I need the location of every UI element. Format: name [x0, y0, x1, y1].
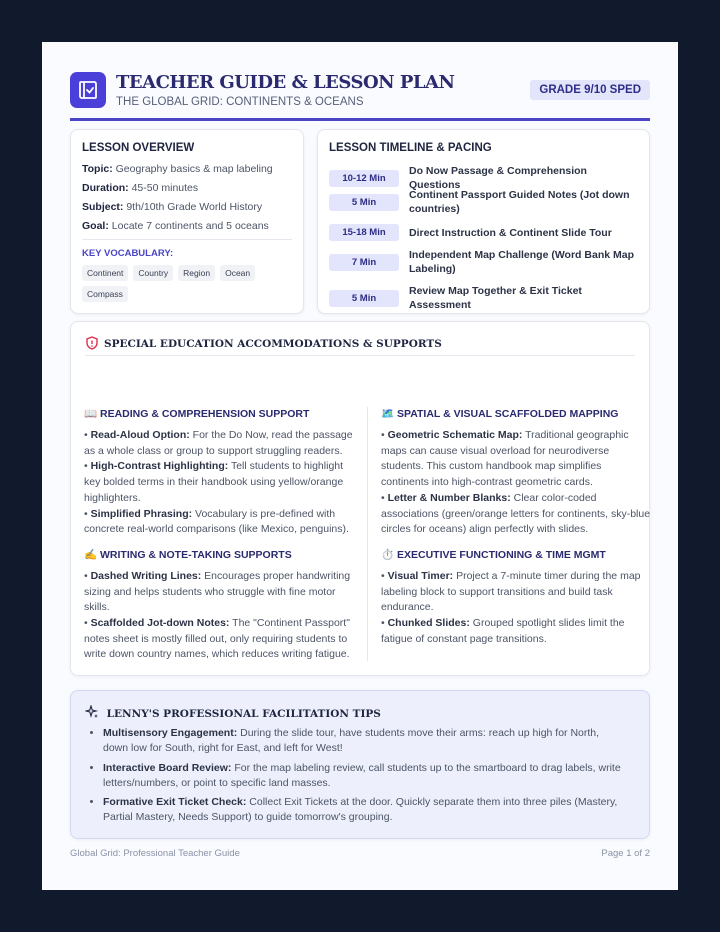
overview-label: Topic: — [82, 163, 113, 175]
vocab-chip: Ocean — [220, 265, 255, 281]
header — [70, 72, 650, 122]
timeline-activity: Independent Map Challenge (Word Bank Map Labeling) — [409, 249, 634, 275]
shield-icon — [85, 336, 99, 350]
support-item-text: Traditional geographic maps can cause visual overload for neurodiverse students. This custom handbook map simplifies continents into high-contrast geometric cards. — [381, 429, 629, 489]
support-item-text: Tell students to highlight key bolded terms in their handbook using yellow/orange highlighters. — [84, 460, 344, 504]
tip-text: For the map labeling review, call students up to the smartboard to drag labels, write letters/numbers, or point to specific land masses. — [103, 761, 621, 789]
timeline-activity: Continent Passport Guided Notes (Jot down countries) — [409, 189, 630, 215]
column-divider — [367, 407, 368, 661]
overview-heading: LESSON OVERVIEW — [82, 142, 195, 154]
sped-left-column — [84, 407, 354, 673]
support-item-text: Clear color-coded associations (green/orange letters for continents, sky-blue circles for oceans) align perfectly with slides. — [381, 491, 651, 536]
timeline-heading: LESSON TIMELINE & PACING — [329, 142, 492, 154]
support-item-label: Letter & Number Blanks: — [387, 491, 511, 504]
tip-text: Collect Exit Tickets at the door. Quickly separate them into three piles (Mastery, Partial Mastery, Needs Support) to guide tomorrow's grouping. — [103, 796, 618, 824]
support-item: • Dashed Writing Lines: Encourages proper handwriting sizing and helps students who struggle with fine motor skills. — [84, 569, 351, 614]
vocab-chip: Compass — [82, 286, 128, 302]
support-item-label: Simplified Phrasing: — [90, 507, 193, 520]
timeline-activity: Do Now Passage & Comprehension Questions — [409, 165, 587, 191]
lesson-overview-card — [70, 129, 304, 314]
page-subtitle: THE GLOBAL GRID: CONTINENTS & OCEANS — [116, 96, 364, 108]
support-section — [381, 407, 651, 538]
support-item-text: Project a 7-minute timer during the map labeling block to support transitions and build task endurance. — [381, 569, 641, 614]
support-item: • Read-Aloud Option: For the Do Now, read the passage as a whole class or group to support struggling readers. — [84, 429, 353, 457]
overview-label: Duration: — [82, 182, 129, 194]
support-section — [381, 548, 651, 648]
page-number: Page 1 of 2 — [601, 848, 650, 859]
timeline-row — [329, 188, 641, 216]
support-item: • Simplified Phrasing: Vocabulary is pre-defined with concrete real-world comparisons (like Mexico, penguins). — [84, 507, 349, 536]
vocab-chip: Country — [133, 265, 173, 281]
tips-header — [85, 705, 381, 720]
header-divider — [70, 118, 650, 121]
vocab-heading: KEY VOCABULARY: — [82, 248, 174, 259]
support-item-text: Vocabulary is pre-defined with concrete real-world comparisons (like Mexico, penguins). — [84, 507, 349, 536]
support-item-text: For the Do Now, read the passage as a whole class or group to support struggling readers. — [84, 429, 353, 457]
sped-heading: SPECIAL EDUCATION ACCOMMODATIONS & SUPPORTS — [104, 338, 442, 350]
support-item: • Geometric Schematic Map: Traditional geographic maps can cause visual overload for neurodiverse students. This custom handbook map simplifies continents into high-contrast geometric cards. — [381, 429, 629, 489]
overview-divider — [82, 239, 292, 240]
overview-label: Goal: — [82, 220, 109, 232]
tip-item — [103, 761, 623, 792]
tip-text: During the slide tour, have students move their arms: reach up high for North, down low for South, right for East, and left for West! — [103, 727, 600, 755]
tip-label: Multisensory Engagement: — [103, 727, 238, 739]
overview-value: 9th/10th Grade World History — [126, 201, 263, 213]
support-item-label: Dashed Writing Lines: — [90, 569, 202, 582]
overview-label: Subject: — [82, 201, 124, 213]
tip-item — [103, 795, 623, 826]
overview-row — [82, 201, 292, 213]
overview-row — [82, 163, 292, 175]
support-item-text: Encourages proper handwriting sizing and helps students who struggle with fine motor skills. — [84, 569, 351, 614]
support-section — [84, 407, 354, 538]
overview-value: Geography basics & map labeling — [115, 163, 273, 175]
grade-badge: GRADE 9/10 SPED — [530, 80, 650, 100]
overview-value: 45-50 minutes — [131, 182, 199, 194]
page-title: TEACHER GUIDE & LESSON PLAN — [116, 72, 455, 93]
time-badge: 5 Min — [329, 290, 399, 307]
vocab-chip-list — [82, 265, 282, 302]
time-badge: 5 Min — [329, 194, 399, 211]
support-item-label: Scaffolded Jot-down Notes: — [90, 617, 230, 630]
book-check-icon — [70, 72, 106, 108]
support-item-label: Chunked Slides: — [387, 617, 470, 630]
support-item-text: The "Continent Passport" notes sheet is mostly filled out, only requiring students to write down country names, which reduces writing fatigue. — [84, 617, 350, 661]
sped-right-column — [381, 407, 651, 657]
support-item-label: Geometric Schematic Map: — [387, 429, 523, 441]
overview-row — [82, 182, 292, 194]
tip-item — [103, 726, 623, 757]
overview-value: Locate 7 continents and 5 oceans — [111, 220, 269, 232]
support-item: • High-Contrast Highlighting: Tell students to highlight key bolded terms in their handbook using yellow/orange highlighters. — [84, 460, 344, 504]
footer-title: Global Grid: Professional Teacher Guide — [70, 848, 240, 859]
support-item: • Visual Timer: Project a 7-minute timer during the map labeling block to support transitions and build task endurance. — [381, 569, 641, 614]
timeline-row — [329, 284, 641, 312]
support-item-label: Visual Timer: — [387, 569, 454, 582]
timeline-activity: Review Map Together & Exit Ticket Assessment — [409, 285, 582, 311]
tip-label: Formative Exit Ticket Check: — [103, 796, 247, 809]
vocab-chip: Region — [178, 265, 215, 281]
support-item: • Chunked Slides: Grouped spotlight slides limit the fatigue of constant page transitions. — [381, 617, 625, 645]
support-item-text: Grouped spotlight slides limit the fatigue of constant page transitions. — [381, 617, 625, 645]
time-badge: 7 Min — [329, 254, 399, 271]
document-page — [42, 42, 678, 890]
support-item-label: High-Contrast Highlighting: — [90, 460, 229, 473]
time-badge: 15-18 Min — [329, 224, 399, 241]
support-section — [84, 548, 354, 663]
support-item: • Scaffolded Jot-down Notes: The "Continent Passport" notes sheet is mostly filled out, only requiring students to write down country names, which reduces writing fatigue. — [84, 617, 350, 661]
overview-row — [82, 220, 292, 232]
timeline-row — [329, 224, 641, 241]
support-item-label: Read-Aloud Option: — [90, 429, 190, 441]
support-section-heading: ✍️ WRITING & NOTE-TAKING SUPPORTS — [84, 548, 292, 561]
tips-list — [103, 726, 623, 830]
tip-label: Interactive Board Review: — [103, 761, 232, 774]
support-item: • Letter & Number Blanks: Clear color-coded associations (green/orange letters for continents, sky-blue circles for oceans) align perfectly with slides. — [381, 491, 651, 536]
timeline-row — [329, 248, 641, 276]
support-section-heading: 📖 READING & COMPREHENSION SUPPORT — [84, 408, 310, 420]
sped-accommodations-card — [70, 321, 650, 676]
time-badge: 10-12 Min — [329, 170, 399, 187]
timeline-activity: Direct Instruction & Continent Slide Tour — [409, 226, 612, 239]
vocab-chip: Continent — [82, 265, 128, 281]
facilitation-tips-card — [70, 690, 650, 839]
sped-header — [85, 336, 635, 356]
support-section-heading: 🗺️ SPATIAL & VISUAL SCAFFOLDED MAPPING — [381, 408, 619, 420]
sparkles-icon — [85, 705, 99, 719]
tips-heading: LENNY'S PROFESSIONAL FACILITATION TIPS — [106, 708, 381, 720]
lesson-timeline-card — [317, 129, 650, 314]
support-section-heading: ⏱️ EXECUTIVE FUNCTIONING & TIME MGMT — [381, 548, 606, 561]
